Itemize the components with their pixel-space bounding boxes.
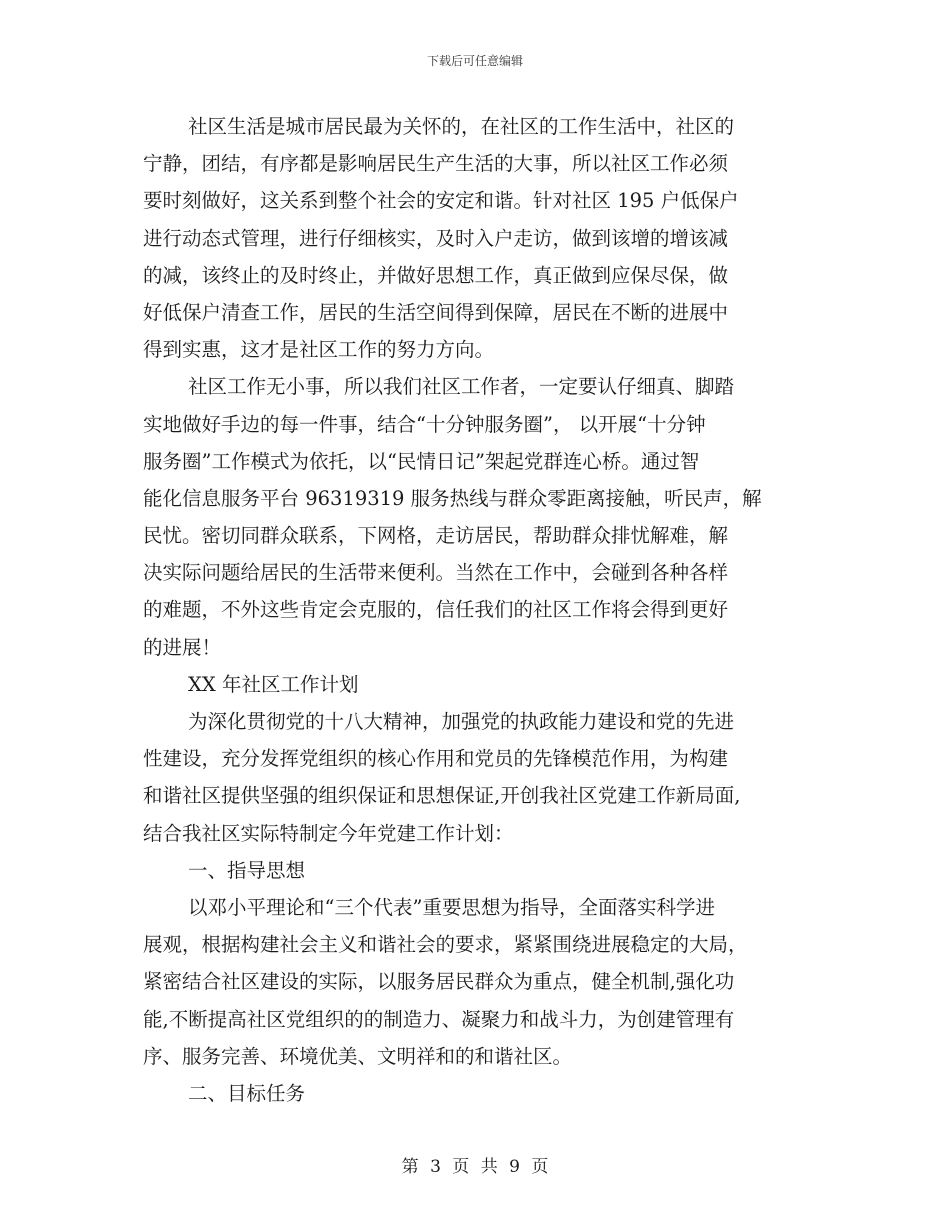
text-line: 能化信息服务平台 96319319 服务热线与群众零距离接触，听民声，解 xyxy=(143,486,762,510)
text-line: 宁静，团结，有序都是影响居民生产生活的大事，所以社区工作必须 xyxy=(143,152,729,176)
text-line: 结合我社区实际特制定今年党建工作计划： xyxy=(143,821,514,845)
text-line: 一、指导思想 xyxy=(188,858,306,882)
text-line: 决实际问题给居民的生活带来便利。当然在工作中，会碰到各种各样 xyxy=(143,561,729,585)
document-body xyxy=(143,108,807,1112)
text-line: XX 年社区工作计划 xyxy=(188,672,359,696)
text-line: 的减，该终止的及时终止，并做好思想工作，真正做到应保尽保，做 xyxy=(143,263,729,287)
text-line: 序、服务完善、环境优美、文明祥和的和谐社区。 xyxy=(143,1044,573,1068)
text-line: 的难题，不外这些肯定会克服的，信任我们的社区工作将会得到更好 xyxy=(143,598,729,622)
text-line: 得到实惠，这才是社区工作的努力方向。 xyxy=(143,338,495,362)
text-line: 社区生活是城市居民最为关怀的，在社区的工作生活中，社区的 xyxy=(188,115,735,138)
text-line: 性建设，充分发挥党组织的核心作用和党员的先锋模范作用，为构建 xyxy=(143,747,729,771)
text-line: 社区工作无小事，所以我们社区工作者，一定要认仔细真、脚踏 xyxy=(188,375,735,399)
text-line: 服务圈”工作模式为依托，以“民情日记”架起党群连心桥。通过智 xyxy=(143,449,700,473)
text-line: 民忧。密切同群众联系，下网格，走访居民，帮助群众排忧解难，解 xyxy=(143,524,729,548)
text-line: 和谐社区提供坚强的组织保证和思想保证,开创我社区党建工作新局面, xyxy=(143,784,741,808)
text-line: 为深化贯彻党的十八大精神，加强党的执政能力建设和党的先进 xyxy=(188,710,735,733)
text-line: 紧密结合社区建设的实际，以服务居民群众为重点，健全机制,强化功 xyxy=(143,970,735,994)
text-line: 二、目标任务 xyxy=(188,1081,306,1105)
text-line: 进行动态式管理，进行仔细核实，及时入户走访，做到该增的增该减 xyxy=(143,226,729,250)
text-line: 能,不断提高社区党组织的的制造力、凝聚力和战斗力，为创建管理有 xyxy=(143,1007,735,1031)
text-line: 展观，根据构建社会主义和谐社会的要求，紧紧围绕进展稳定的大局， xyxy=(143,933,748,957)
text-line: 要时刻做好，这关系到整个社会的安定和谐。针对社区 195 户低保户 xyxy=(143,189,739,213)
text-line: 实地做好手边的每一件事，结合“十分钟服务圈”， 以开展“十分钟 xyxy=(143,412,706,436)
text-line: 以邓小平理论和“三个代表”重要思想为指导，全面落实科学进 xyxy=(188,895,715,919)
text-line: 的进展！ xyxy=(143,635,222,659)
page-header: 下载后可任意编辑 xyxy=(426,54,523,68)
text-line: 好低保户清查工作，居民的生活空间得到保障，居民在不断的进展中 xyxy=(143,300,729,324)
page-number: 第 3 页 共 9 页 xyxy=(401,1157,549,1177)
